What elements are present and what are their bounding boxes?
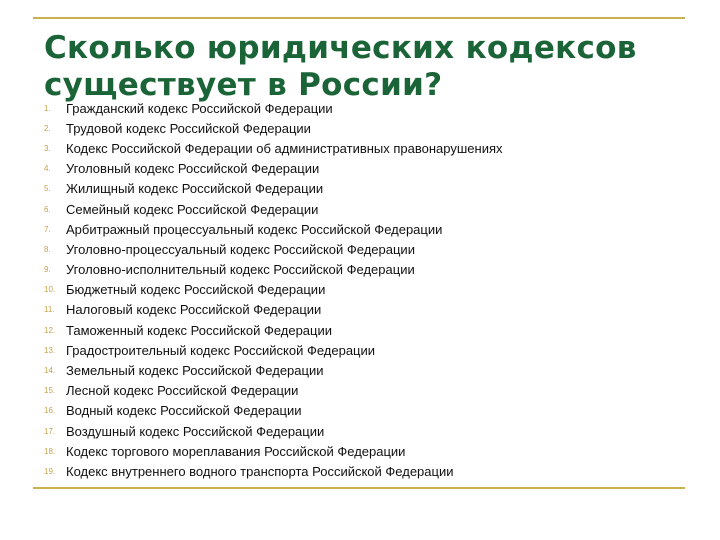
item-number: 11.: [44, 305, 55, 315]
item-number: 19.: [44, 466, 56, 476]
item-text: Уголовно-процессуальный кодекс Российской Федерации: [66, 241, 415, 257]
item-number: 12.: [44, 325, 56, 335]
item-number: 5.: [44, 184, 51, 194]
slide-title: Сколько юридических кодексов существует в России?: [44, 30, 637, 103]
item-text: Градостроительный кодекс Российской Федерации: [66, 342, 376, 358]
item-text: Жилищный кодекс Российской Федерации: [66, 181, 324, 197]
item-text: Таможенный кодекс Российской Федерации: [66, 322, 333, 338]
list-item: [44, 179, 503, 199]
item-text: Налоговый кодекс Российской Федерации: [66, 302, 322, 318]
list-item: [44, 280, 503, 300]
item-number: 13.: [44, 345, 56, 355]
item-number: 16.: [44, 406, 56, 416]
item-number: 18.: [44, 446, 56, 456]
item-number: 3.: [44, 143, 51, 153]
item-number: 15.: [44, 386, 56, 396]
item-number: 7.: [44, 224, 51, 234]
item-number: 4.: [44, 164, 51, 174]
item-number: 17.: [44, 426, 56, 436]
list-item: [44, 461, 503, 481]
item-text: Кодекс торгового мореплавания Российской Федерации: [66, 443, 406, 459]
item-number: 10.: [44, 285, 56, 295]
list-item: [44, 300, 503, 320]
bottom-divider: [33, 487, 685, 489]
list-item: [44, 239, 503, 259]
list-item: [44, 98, 503, 118]
list-item: [44, 199, 503, 219]
list-item: [44, 401, 503, 421]
codes-list: [44, 98, 503, 482]
list-item: [44, 159, 503, 179]
item-number: 14.: [44, 366, 56, 376]
item-text: Уголовно-исполнительный кодекс Российской Федерации: [66, 262, 415, 278]
item-number: 2.: [44, 123, 51, 133]
list-item: [44, 360, 503, 380]
item-text: Лесной кодекс Российской Федерации: [66, 383, 299, 399]
list-item: [44, 421, 503, 441]
item-text: Кодекс Российской Федерации об административных правонарушениях: [66, 140, 503, 156]
item-text: Водный кодекс Российской Федерации: [66, 403, 302, 419]
item-text: Семейный кодекс Российской Федерации: [66, 201, 319, 217]
list-item: [44, 320, 503, 340]
item-text: Арбитражный процессуальный кодекс Российской Федерации: [66, 221, 443, 237]
list-item: [44, 219, 503, 239]
list-item: [44, 441, 503, 461]
list-item: [44, 118, 503, 138]
item-text: Уголовный кодекс Российской Федерации: [66, 161, 320, 177]
item-number: 1.: [44, 103, 51, 113]
item-text: Кодекс внутреннего водного транспорта Российской Федерации: [66, 463, 454, 479]
item-text: Земельный кодекс Российской Федерации: [66, 363, 324, 379]
item-text: Воздушный кодекс Российской Федерации: [66, 423, 325, 439]
list-item: [44, 138, 503, 158]
top-divider: [33, 17, 685, 19]
list-item: [44, 381, 503, 401]
item-number: 8.: [44, 244, 51, 254]
item-text: Бюджетный кодекс Российской Федерации: [66, 282, 326, 298]
list-item: [44, 340, 503, 360]
item-number: 9.: [44, 265, 51, 275]
list-item: [44, 260, 503, 280]
item-text: Трудовой кодекс Российской Федерации: [66, 120, 311, 136]
item-number: 6.: [44, 204, 51, 214]
item-text: Гражданский кодекс Российской Федерации: [66, 100, 333, 116]
